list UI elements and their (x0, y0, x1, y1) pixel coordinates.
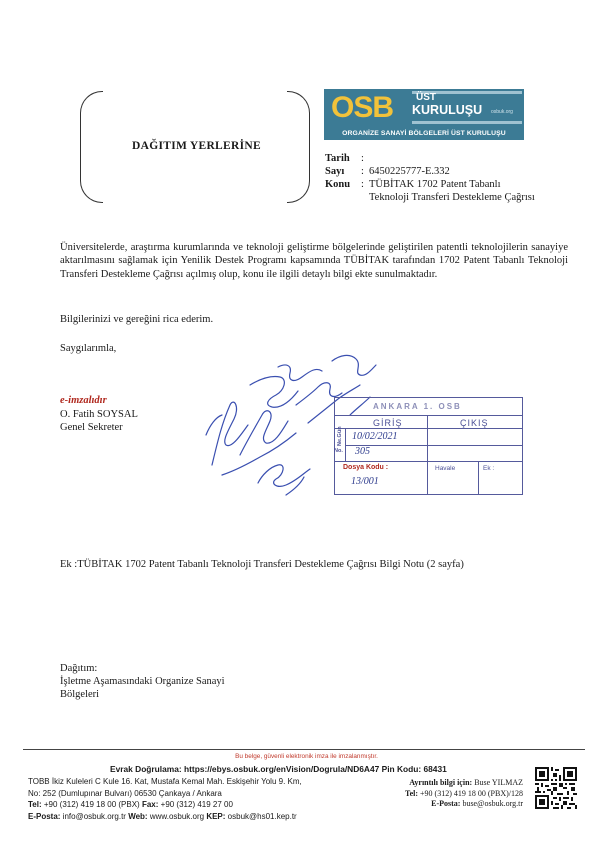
footer-contact-tel-label: Tel: (405, 788, 419, 798)
address-bracket-right (287, 91, 310, 203)
footer-eposta-value[interactable]: info@osbuk.org.tr (62, 811, 126, 821)
stamp-no-value: 305 (355, 446, 370, 457)
distribution-title: DAĞITIM YERLERİNE (132, 140, 261, 152)
footer-fax-label: Fax: (141, 800, 159, 809)
footer-contact-tel-line (395, 789, 523, 800)
distribution-label: Dağıtım: (60, 663, 98, 674)
konu-row (325, 178, 569, 204)
logo-kurulusu-text: KURULUŞU (412, 103, 483, 117)
footer-eposta-label: E-Posta: (28, 811, 61, 821)
footer-contact-label: Ayrıntılı bilgi için: (409, 778, 473, 787)
attachment-line: Ek :TÜBİTAK 1702 Patent Tabanlı Teknoloji Transferi Destekleme Çağrısı Bilgi Notu (2 sayfa) (60, 559, 464, 570)
footer-tel-value: +90 (312) 419 18 00 (PBX) (43, 800, 140, 809)
stamp-cikis: ÇIKIŞ (460, 418, 489, 428)
footer-contact-eposta-label: E-Posta: (431, 799, 461, 808)
konu-value-line-2: Teknoloji Transferi Destekleme Çağrısı (369, 192, 535, 203)
footer-fax-value: +90 (312) 419 27 00 (160, 800, 233, 809)
signer-name: O. Fatih SOYSAL (60, 409, 138, 420)
footer-address-block (28, 776, 302, 822)
stamp-no-label: No. (334, 448, 343, 454)
footer-kep-value[interactable]: osbuk@hs01.kep.tr (227, 811, 297, 821)
footer-verification-link[interactable]: Evrak Doğrulama: https://ebys.osbuk.org/enVision/Dogrula/ND6A47 Pin Kodu: 68431 (110, 764, 447, 774)
tarih-row (325, 152, 569, 165)
footer-contact-block (395, 778, 523, 810)
footer-tel-label: Tel: (28, 800, 42, 809)
sayi-separator: : (361, 166, 364, 177)
footer-online-line (28, 811, 302, 823)
signer-title: Genel Sekreter (60, 421, 123, 433)
footer-address-line-2: No: 252 (Dumlupınar Bulvarı) 06530 Çankaya / Ankara (28, 788, 222, 798)
logo-stripe (412, 121, 522, 124)
sayi-value: 6450225777-E.332 (369, 166, 450, 177)
stamp-ne-gun-label: Ne.Gün (337, 426, 343, 446)
stamp-divider (427, 415, 428, 494)
footer-contact-person-line (395, 778, 523, 789)
stamp-divider (335, 415, 522, 416)
footer-contact-eposta-value[interactable]: buse@osbuk.org.tr (462, 799, 523, 808)
logo-subtitle: ORGANİZE SANAYİ BÖLGELERİ ÜST KURULUŞU (342, 130, 506, 137)
logo-osb-text: OSB (331, 91, 394, 124)
footer-contact-name: Buse YILMAZ (474, 778, 523, 787)
document-meta (325, 152, 569, 204)
tarih-separator: : (361, 153, 364, 164)
stamp-date-value: 10/02/2021 (352, 431, 398, 442)
footer-web-label: Web: (128, 811, 148, 821)
sayi-label: Sayı (325, 166, 345, 177)
stamp-dosya-label: Dosya Kodu : (343, 464, 389, 471)
e-signature-label: e-imzalıdır (60, 395, 107, 406)
konu-value-line-1: TÜBİTAK 1702 Patent Tabanlı (369, 179, 501, 190)
address-bracket-left (80, 91, 103, 203)
footer-signature-notice: Bu belge, güvenli elektronik imza ile imzalanmıştır. (235, 753, 378, 760)
greeting: Saygılarımla, (60, 343, 117, 354)
distribution-block (60, 662, 225, 702)
osbuk-logo (324, 89, 524, 140)
tarih-value (369, 152, 569, 165)
body-paragraph-2: Bilgilerinizi ve gereğini rica ederim. (60, 314, 214, 325)
signer-block (60, 409, 138, 434)
stamp-giris: GİRİŞ (373, 418, 403, 428)
footer-address-line-1: TOBB İkiz Kuleleri C Kule 16. Kat, Mustafa Kemal Mah. Eskişehir Yolu 9. Km, (28, 777, 302, 786)
stamp-divider (478, 461, 479, 494)
sayi-row (325, 165, 569, 178)
stamp-header: ANKARA 1. OSB (373, 402, 462, 411)
verification-qr-code[interactable] (535, 767, 577, 809)
registry-stamp (334, 397, 523, 495)
stamp-dosya-value: 13/001 (351, 476, 379, 487)
logo-ust-text: ÜST (416, 92, 436, 103)
distribution-line-1: İşletme Aşamasındaki Organize Sanayi (60, 676, 225, 688)
tarih-label: Tarih (325, 153, 350, 164)
konu-separator: : (361, 179, 364, 190)
footer-kep-label: KEP: (206, 811, 226, 821)
footer-web-value[interactable]: www.osbuk.org (149, 811, 205, 821)
footer-contact-tel-value: +90 (312) 419 18 00 (PBX)/128 (420, 788, 523, 798)
body-paragraph-1: Üniversitelerde, araştırma kurumlarında ve teknoloji geliştirme bölgelerinde geliştirilen patentli teknolojilerin sanayiye aktarılmasını sağlamak için Yenilik Destek Programı kapsamında TÜBİTAK tarafından 1702 Patent Tabanlı Teknoloji Transferi Destekleme Çağrısı açılmış olup, konu ile ilgili detaylı bilgi ekte sunulmaktadır. (60, 242, 568, 280)
stamp-divider (335, 461, 522, 462)
stamp-divider (335, 428, 522, 429)
stamp-ek-label: Ek : (483, 465, 495, 472)
footer-contact-eposta-line (395, 799, 523, 810)
stamp-havale-label: Havale (435, 465, 456, 472)
stamp-divider (345, 445, 522, 446)
konu-value (369, 178, 569, 204)
logo-url-text: osbuk.org (491, 109, 513, 115)
footer-divider (23, 749, 585, 750)
konu-label: Konu (325, 179, 351, 190)
distribution-line-2: Bölgeleri (60, 689, 100, 701)
footer-phone-line (28, 799, 302, 811)
